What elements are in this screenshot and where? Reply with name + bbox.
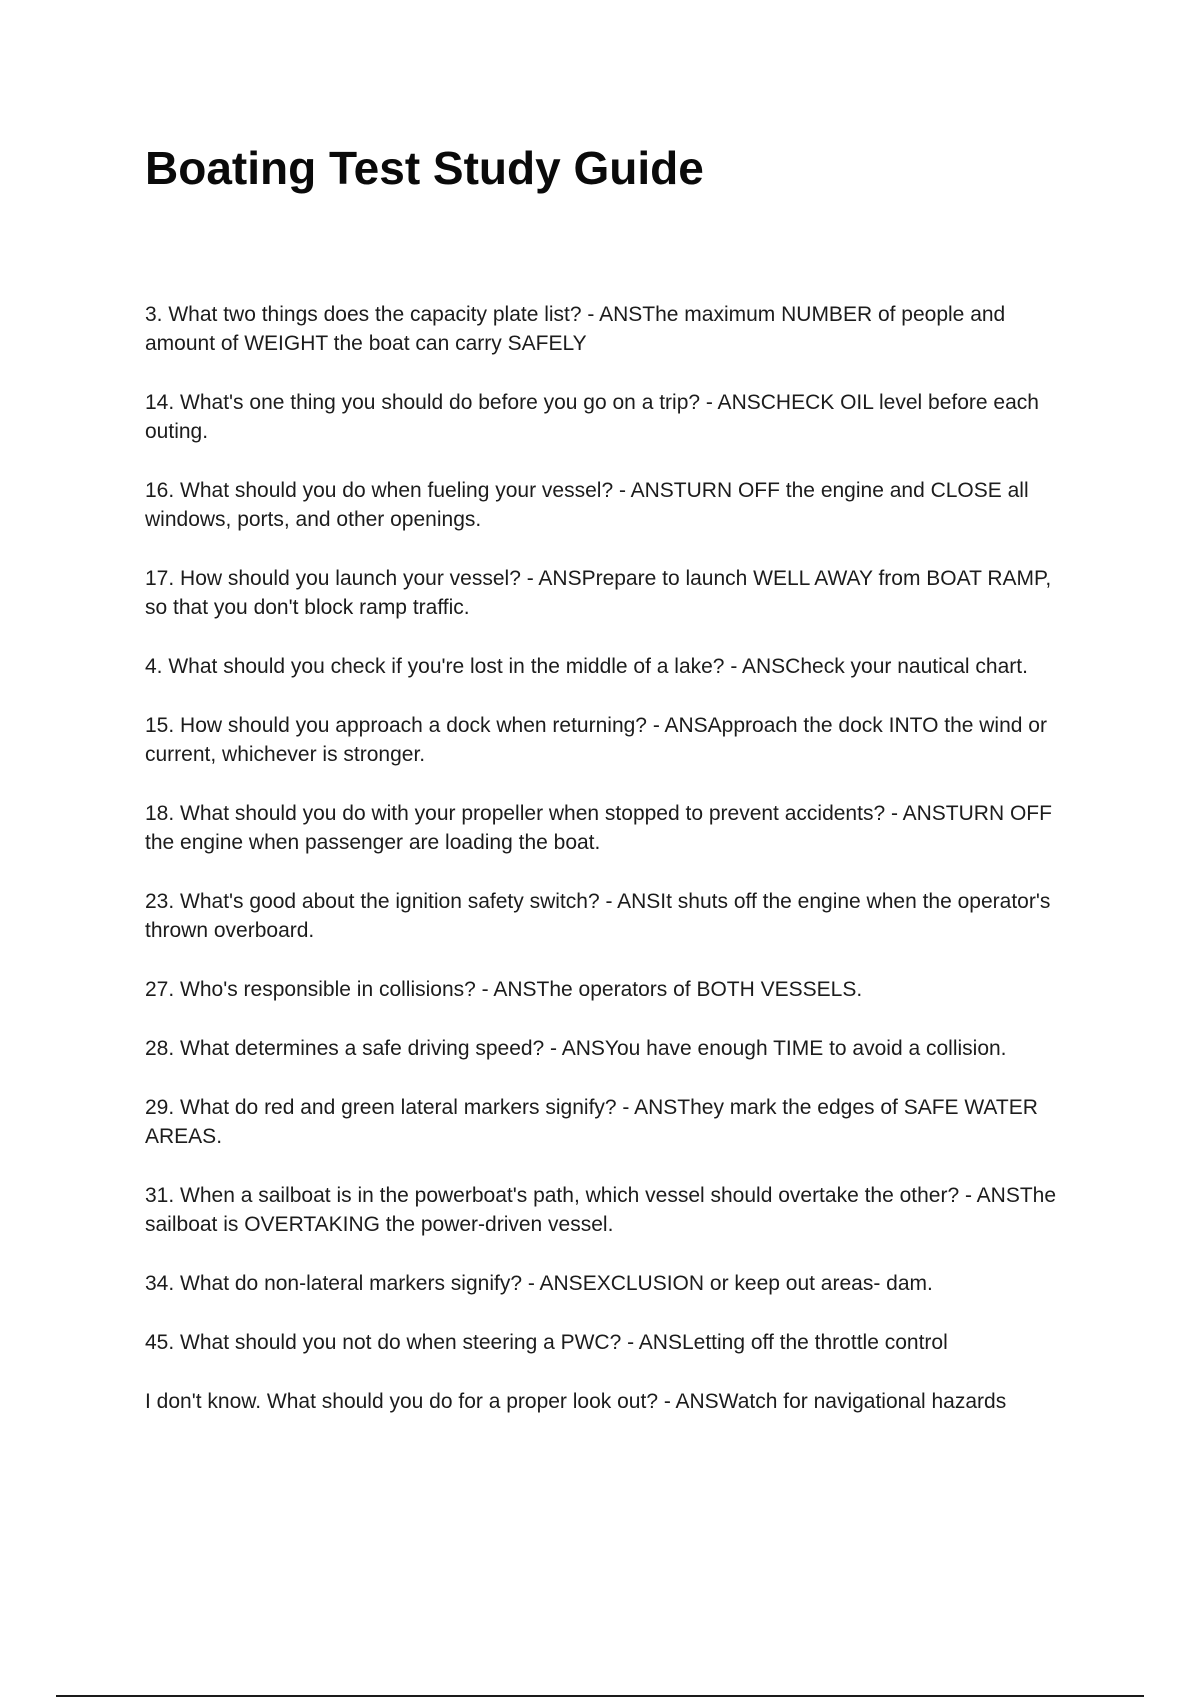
qa-item: I don't know. What should you do for a proper look out? - ANSWatch for navigational hazards	[145, 1390, 1007, 1413]
qa-item: 31. When a sailboat is in the powerboat's path, which vessel should overtake the other? - ANSThe sailboat is OVERTAKING the power-driven vessel.	[145, 1184, 1057, 1236]
qa-item: 28. What determines a safe driving speed? - ANSYou have enough TIME to avoid a collision.	[145, 1037, 1007, 1060]
page-title: Boating Test Study Guide	[145, 142, 704, 194]
qa-item: 4. What should you check if you're lost in the middle of a lake? - ANSCheck your nautical chart.	[145, 655, 1028, 678]
qa-item: 45. What should you not do when steering a PWC? - ANSLetting off the throttle control	[145, 1331, 948, 1354]
qa-item: 34. What do non-lateral markers signify? - ANSEXCLUSION or keep out areas- dam.	[145, 1272, 933, 1295]
qa-item: 16. What should you do when fueling your vessel? - ANSTURN OFF the engine and CLOSE all windows, ports, and other openings.	[145, 479, 1029, 531]
qa-list	[145, 300, 1065, 1446]
qa-item: 27. Who's responsible in collisions? - ANSThe operators of BOTH VESSELS.	[145, 978, 863, 1001]
footer-divider	[56, 1695, 1144, 1697]
qa-item: 14. What's one thing you should do before you go on a trip? - ANSCHECK OIL level before each outing.	[145, 391, 1039, 443]
qa-item: 15. How should you approach a dock when returning? - ANSApproach the dock INTO the wind or current, whichever is stronger.	[145, 714, 1047, 766]
qa-item: 29. What do red and green lateral markers signify? - ANSThey mark the edges of SAFE WATER AREAS.	[145, 1096, 1038, 1148]
qa-item: 17. How should you launch your vessel? - ANSPrepare to launch WELL AWAY from BOAT RAMP, so that you don't block ramp traffic.	[145, 567, 1052, 619]
qa-item: 3. What two things does the capacity plate list? - ANSThe maximum NUMBER of people and amount of WEIGHT the boat can carry SAFELY	[145, 303, 1006, 355]
qa-item: 23. What's good about the ignition safety switch? - ANSIt shuts off the engine when the operator's thrown overboard.	[145, 890, 1051, 942]
qa-item: 18. What should you do with your propeller when stopped to prevent accidents? - ANSTURN OFF the engine when passenger are loading the boat.	[145, 802, 1052, 854]
